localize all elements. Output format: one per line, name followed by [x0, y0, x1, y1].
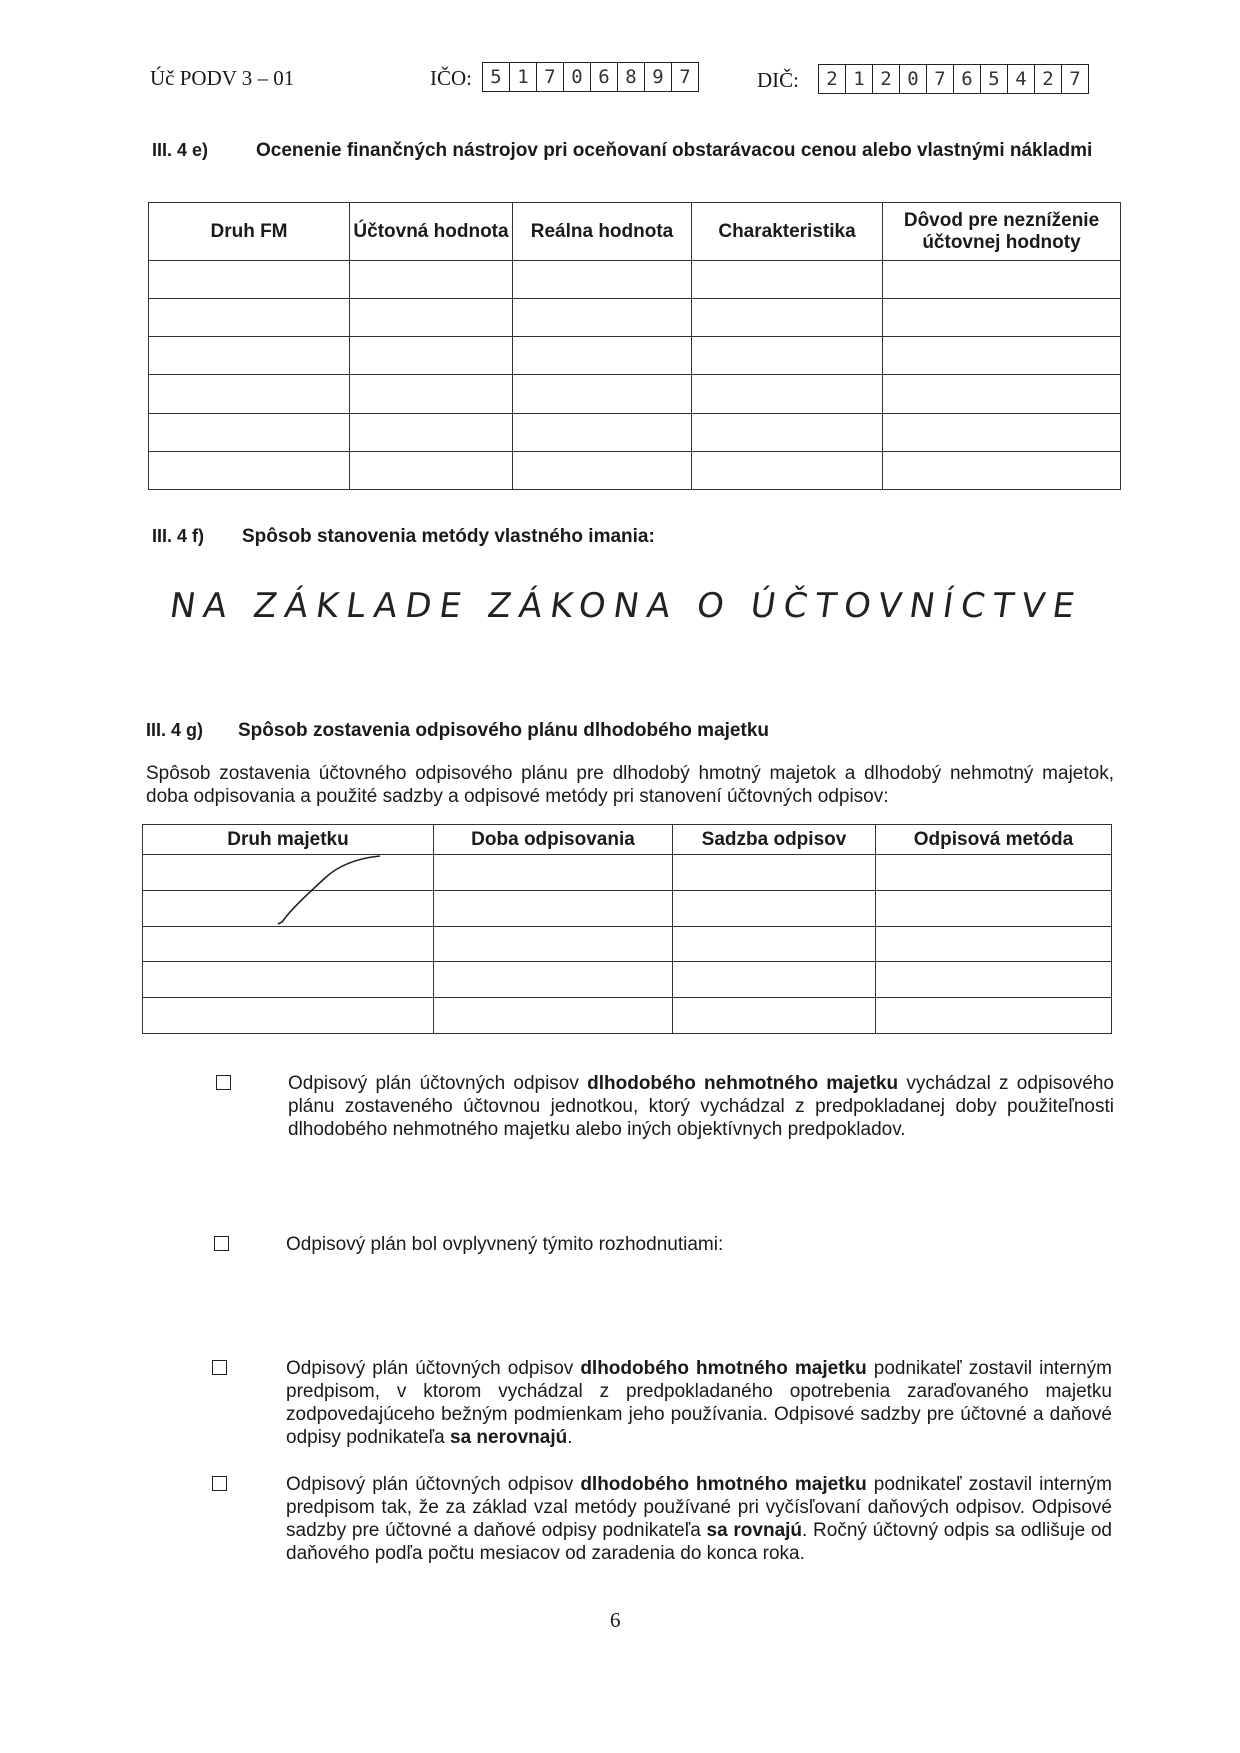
table-cell[interactable]: [673, 855, 876, 891]
table-row: [149, 299, 1121, 337]
option-bold: dlhodobého hmotného majetku: [580, 1474, 867, 1495]
table-row: [149, 261, 1121, 299]
col-sadzba-odpisov: Sadzba odpisov: [673, 825, 876, 855]
table-cell[interactable]: [673, 998, 876, 1034]
table-cell[interactable]: [692, 451, 883, 489]
option-text: Odpisový plán účtovných odpisov: [286, 1474, 581, 1495]
table-row: [149, 451, 1121, 489]
table-cell[interactable]: [149, 337, 350, 375]
ico-digit: 7: [537, 63, 564, 91]
checkbox-hmotny-nerovnaju[interactable]: [212, 1360, 227, 1375]
ico-digit: 9: [645, 63, 672, 91]
table-row: [143, 998, 1112, 1034]
col-dovod: Dôvod pre nezníženie účtovnej hodnoty: [883, 203, 1121, 261]
dic-boxes: [818, 64, 1089, 94]
table-cell[interactable]: [692, 337, 883, 375]
table-cell[interactable]: [149, 413, 350, 451]
option-2-text: Odpisový plán bol ovplyvnený týmito rozhodnutiami:: [286, 1234, 724, 1255]
table-cell[interactable]: [434, 926, 673, 962]
table-cell[interactable]: [673, 926, 876, 962]
table-cell[interactable]: [513, 261, 692, 299]
table-cell[interactable]: [692, 299, 883, 337]
section-4g-intro: Spôsob zostavenia účtovného odpisového plánu pre dlhodobý hmotný majetok a dlhodobý nehmotný majetok, doba odpisovania a použité sadzby a odpisové metódy pri stanovení účtovných odpisov:: [146, 763, 1114, 807]
col-realna-hodnota: Reálna hodnota: [513, 203, 692, 261]
table-cell[interactable]: [434, 855, 673, 891]
table-cell[interactable]: [350, 261, 513, 299]
table-cell[interactable]: [673, 890, 876, 926]
option-text: vychádzal z odpisového plánu zostaveného účtovnou jednotkou, ktorý vychádzal z predpokladanej doby použiteľnosti dlhodobého nehmotného majetku alebo iných objektívnych predpokladov.: [288, 1073, 1114, 1140]
dic-digit: 4: [1008, 65, 1035, 93]
table-cell[interactable]: [513, 337, 692, 375]
form-code: Úč PODV 3 – 01: [150, 66, 295, 90]
table-header-row: [149, 203, 1121, 261]
handwritten-answer: NA ZÁKLADE ZÁKONA O ÚČTOVNÍCTVE: [167, 586, 1085, 626]
ico-digit: 0: [564, 63, 591, 91]
col-charakteristika: Charakteristika: [692, 203, 883, 261]
checkbox-nehmotny-plan[interactable]: [216, 1075, 231, 1090]
table-cell[interactable]: [143, 962, 434, 998]
section-4f-number: III. 4 f): [152, 526, 205, 546]
table-cell[interactable]: [350, 375, 513, 413]
section-4e-title: Ocenenie finančných nástrojov pri oceňovaní obstarávacou cenou alebo vlastnými nákladmi: [256, 140, 1093, 161]
table-cell[interactable]: [673, 962, 876, 998]
col-druh-fm: Druh FM: [149, 203, 350, 261]
section-4f-title: Spôsob stanovenia metódy vlastného imania:: [242, 526, 655, 547]
table-row: [143, 962, 1112, 998]
dic-label: DIČ:: [757, 68, 799, 92]
table-row: [143, 926, 1112, 962]
table-cell[interactable]: [513, 299, 692, 337]
ico-boxes: [482, 62, 699, 92]
table-cell[interactable]: [143, 926, 434, 962]
table-cell[interactable]: [143, 998, 434, 1034]
table-cell[interactable]: [350, 451, 513, 489]
dic-digit: 2: [1035, 65, 1062, 93]
table-cell[interactable]: [876, 962, 1112, 998]
option-text: podnikateľ zostavil interným predpisom, v ktorom vychádzal z predpokladaného opotrebenia zaraďovaného majetku zodpovedajúceho bežným podmienkam jeho používania. Odpisové sadzby pre účtovné a daňové odpisy podnikateľa: [286, 1358, 1112, 1448]
col-uctovna-hodnota: Účtovná hodnota: [350, 203, 513, 261]
option-text: .: [567, 1427, 573, 1448]
table-cell[interactable]: [876, 855, 1112, 891]
dic-digit: 6: [954, 65, 981, 93]
table-cell[interactable]: [692, 413, 883, 451]
table-row: [149, 337, 1121, 375]
dic-digit: 2: [873, 65, 900, 93]
table-cell[interactable]: [692, 261, 883, 299]
checkbox-ovplyvneny[interactable]: [214, 1236, 229, 1251]
option-text: Odpisový plán účtovných odpisov: [288, 1073, 588, 1094]
section-4e-number: III. 4 e): [152, 140, 209, 160]
table-cell[interactable]: [883, 337, 1121, 375]
option-text: podnikateľ zostavil interným predpisom tak, že za základ vzal metódy používané pri vyčísľovaní daňových odpisov. Odpisové sadzby pre účtovné a daňové odpisy podnikateľa: [286, 1474, 1112, 1541]
checkbox-hmotny-rovnaju[interactable]: [212, 1476, 227, 1491]
ico-digit: 5: [483, 63, 510, 91]
option-bold: sa rovnajú: [706, 1520, 803, 1541]
col-odpisova-metoda: Odpisová metóda: [876, 825, 1112, 855]
table-cell[interactable]: [149, 451, 350, 489]
col-doba-odpisovania: Doba odpisovania: [434, 825, 673, 855]
option-3-text: [286, 1357, 1112, 1449]
ico-label: IČO:: [430, 66, 472, 90]
option-4-text: [286, 1473, 1112, 1565]
option-text: Odpisový plán účtovných odpisov: [286, 1358, 581, 1379]
dic-digit: 7: [1069, 68, 1081, 90]
table-cell[interactable]: [350, 299, 513, 337]
table-row: [149, 413, 1121, 451]
table-cell[interactable]: [876, 890, 1112, 926]
table-cell[interactable]: [350, 413, 513, 451]
table-cell[interactable]: [876, 998, 1112, 1034]
table-cell[interactable]: [513, 413, 692, 451]
table-cell[interactable]: [883, 261, 1121, 299]
table-cell[interactable]: [434, 962, 673, 998]
table-cell[interactable]: [883, 451, 1121, 489]
option-1-text: [288, 1072, 1114, 1141]
strike-through-mark: [270, 850, 390, 930]
ico-digit: 7: [679, 66, 691, 88]
option-text: . Ročný účtovný odpis sa odlišuje od daňového podľa počtu mesiacov od zaradenia do konca roka.: [286, 1520, 1112, 1564]
option-bold: dlhodobého hmotného majetku: [580, 1358, 867, 1379]
table-cell[interactable]: [149, 261, 350, 299]
ico-digit: 6: [591, 63, 618, 91]
table-cell[interactable]: [513, 451, 692, 489]
table-cell[interactable]: [876, 926, 1112, 962]
dic-digit: 1: [846, 65, 873, 93]
dic-digit: 5: [981, 65, 1008, 93]
page-number: 6: [610, 1608, 621, 1632]
table-cell[interactable]: [883, 375, 1121, 413]
option-bold: sa nerovnajú: [450, 1427, 568, 1448]
option-bold: dlhodobého nehmotného majetku: [587, 1073, 899, 1094]
dic-digit: 2: [819, 65, 846, 93]
table-cell[interactable]: [434, 998, 673, 1034]
ico-digit: 1: [510, 63, 537, 91]
table-cell[interactable]: [350, 337, 513, 375]
table-cell[interactable]: [883, 299, 1121, 337]
table-cell[interactable]: [883, 413, 1121, 451]
table-cell[interactable]: [434, 890, 673, 926]
section-4g-title: Spôsob zostavenia odpisového plánu dlhodobého majetku: [238, 720, 769, 741]
section-4g-number: III. 4 g): [146, 720, 204, 740]
ico-digit: 8: [618, 63, 645, 91]
table-cell[interactable]: [149, 375, 350, 413]
table-row: [149, 375, 1121, 413]
table-cell[interactable]: [692, 375, 883, 413]
dic-digit: 7: [927, 65, 954, 93]
table-cell[interactable]: [513, 375, 692, 413]
col-druh-majetku: Druh majetku: [143, 825, 434, 855]
dic-digit: 0: [900, 65, 927, 93]
table-cell[interactable]: [149, 299, 350, 337]
financial-instruments-table: [148, 202, 1121, 490]
